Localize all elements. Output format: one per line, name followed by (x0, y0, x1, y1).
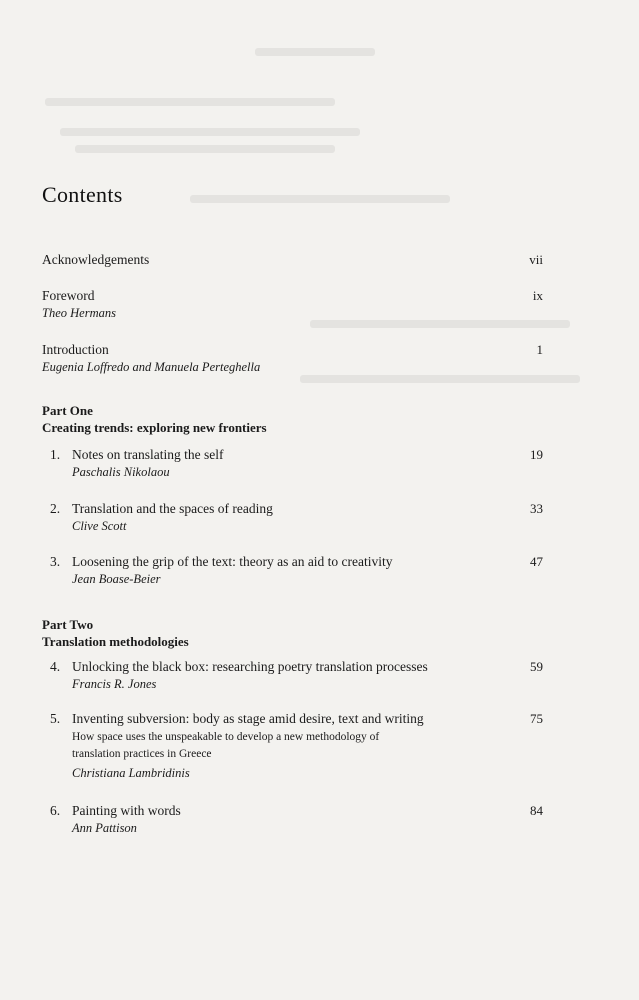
page-number: vii (529, 252, 543, 267)
toc-entry-introduction: Introduction (42, 342, 109, 357)
part-title: Creating trends: exploring new frontiers (42, 420, 267, 435)
chapter-title: Translation and the spaces of reading (72, 501, 273, 516)
chapter-author: Paschalis Nikolaou (72, 465, 170, 479)
chapter-title: Loosening the grip of the text: theory as an aid to creativity (72, 554, 393, 569)
entry-author: Theo Hermans (42, 306, 116, 320)
bleed-through (60, 128, 360, 136)
chapter-number: 6. (50, 803, 61, 818)
page-number: 84 (530, 803, 543, 818)
chapter-number: 5. (50, 711, 61, 726)
part-label: Part Two (42, 617, 94, 632)
part-label: Part One (42, 403, 93, 418)
page-number: 1 (536, 342, 543, 357)
page-title: Contents (42, 182, 123, 207)
chapter-title: Notes on translating the self (72, 447, 224, 462)
bleed-through (75, 145, 335, 153)
toc-entry-foreword: Foreword (42, 288, 95, 303)
page-number: 19 (530, 447, 543, 462)
chapter-number: 2. (50, 501, 61, 516)
chapter-author: Christiana Lambridinis (72, 766, 190, 780)
chapter-author: Francis R. Jones (72, 677, 157, 691)
bleed-through (310, 320, 570, 328)
chapter-number: 3. (50, 554, 61, 569)
chapter-number: 1. (50, 447, 61, 462)
bleed-through (300, 375, 580, 383)
page-number: 75 (530, 711, 543, 726)
chapter-number: 4. (50, 659, 61, 674)
bleed-through (45, 98, 335, 106)
chapter-author: Clive Scott (72, 519, 127, 533)
chapter-subtitle: How space uses the unspeakable to develop a new methodology of (72, 731, 380, 743)
page-number: 47 (530, 554, 543, 569)
chapter-title: Painting with words (72, 803, 181, 818)
chapter-title: Inventing subversion: body as stage amid desire, text and writing (72, 711, 424, 726)
bleed-through (190, 195, 450, 203)
page-number: ix (532, 288, 543, 303)
page-number: 59 (530, 659, 543, 674)
chapter-author: Jean Boase-Beier (72, 572, 161, 586)
entry-author: Eugenia Loffredo and Manuela Perteghella (42, 360, 261, 374)
page-number: 33 (530, 501, 543, 516)
chapter-subtitle: translation practices in Greece (72, 748, 212, 760)
bleed-through (255, 48, 375, 56)
chapter-title: Unlocking the black box: researching poetry translation processes (72, 659, 428, 674)
toc-entry-acknowledgements: Acknowledgements (42, 252, 150, 267)
chapter-author: Ann Pattison (72, 821, 137, 835)
part-title: Translation methodologies (42, 634, 189, 649)
